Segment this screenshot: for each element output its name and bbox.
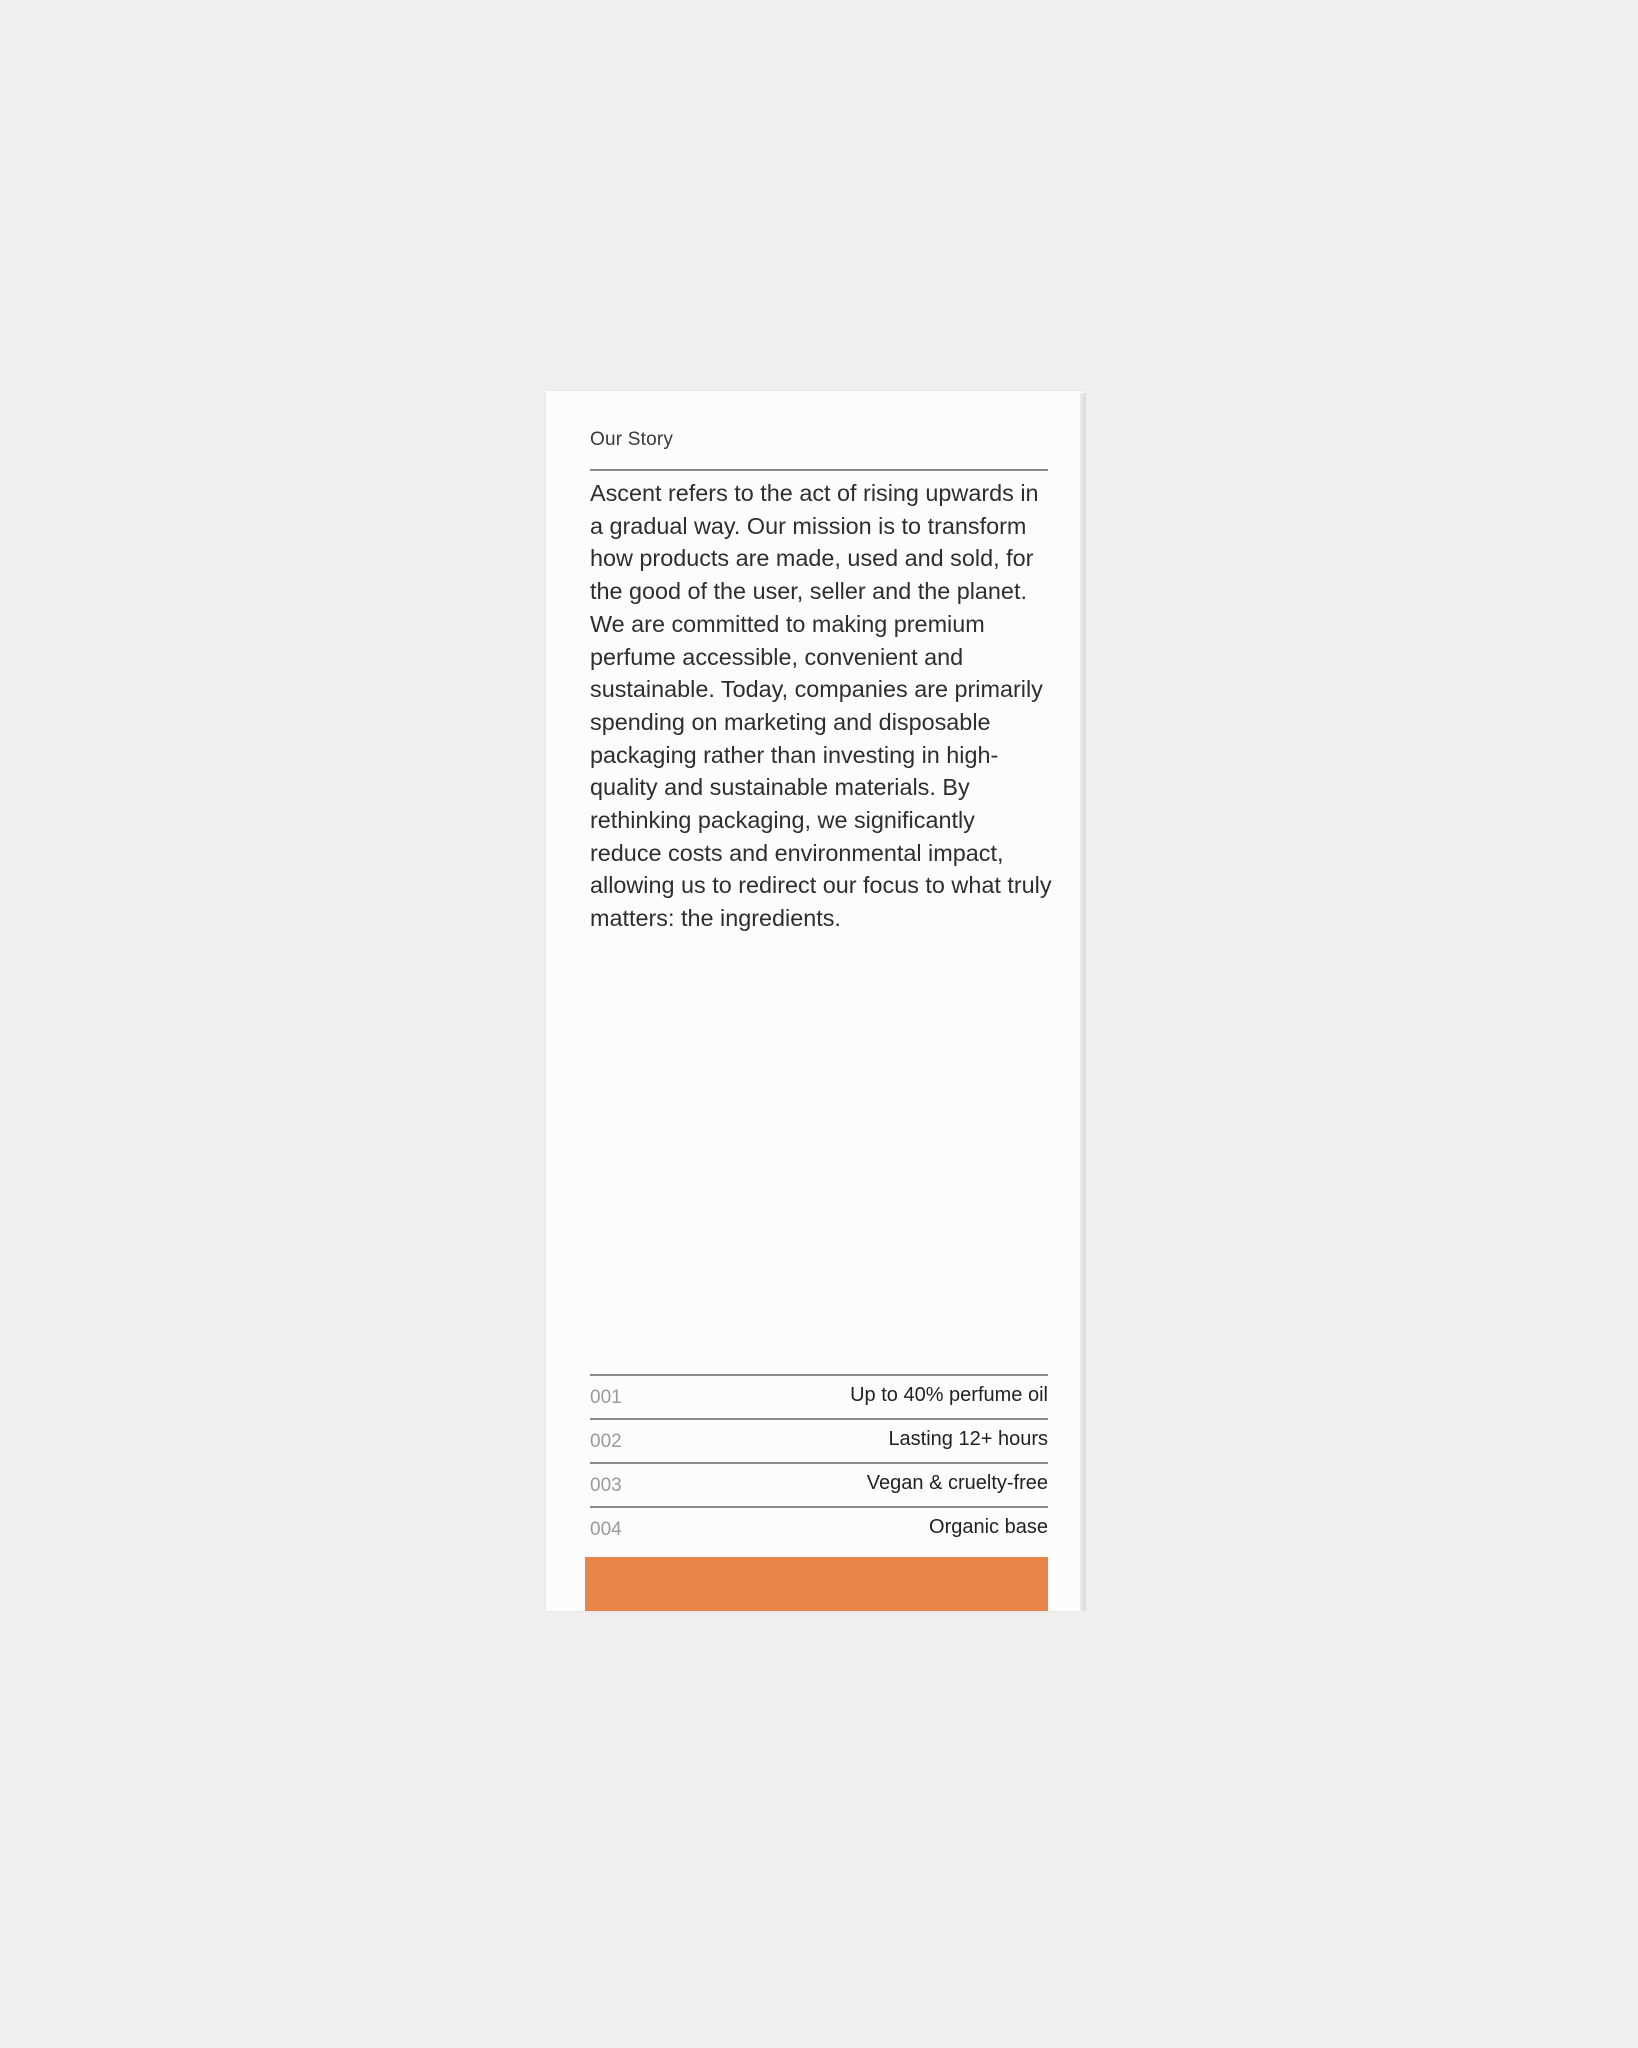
feature-row [590,1462,1048,1506]
feature-text: Lasting 12+ hours [888,1428,1048,1450]
feature-number: 001 [590,1387,622,1408]
feature-list [590,1374,1048,1550]
story-paragraph: Ascent refers to the act of rising upwards in a gradual way. Our mission is to transform how products are made, used and sold, for the good of the user, seller and the planet. We are committed to making premium perfume accessible, convenient and sustainable. Today, companies are primarily spending on marketing and disposable packaging rather than investing in high-quality and sustainable materials. By rethinking packaging, we significantly reduce costs and environmental impact, allowing us to redirect our focus to what truly matters: the ingredients. [590,480,1052,932]
feature-text: Up to 40% perfume oil [850,1384,1048,1406]
heading-divider [590,469,1048,471]
orange-accent-band [585,1557,1048,1611]
feature-text: Organic base [929,1516,1048,1538]
box-side-edge [1080,393,1086,1611]
feature-number: 003 [590,1475,622,1496]
feature-number: 002 [590,1431,622,1452]
packaging-box [546,391,1084,1611]
feature-number: 004 [590,1519,622,1540]
feature-row [590,1418,1048,1462]
feature-row [590,1506,1048,1550]
feature-row [590,1374,1048,1418]
section-heading: Our Story [590,429,674,450]
feature-text: Vegan & cruelty-free [866,1472,1048,1494]
